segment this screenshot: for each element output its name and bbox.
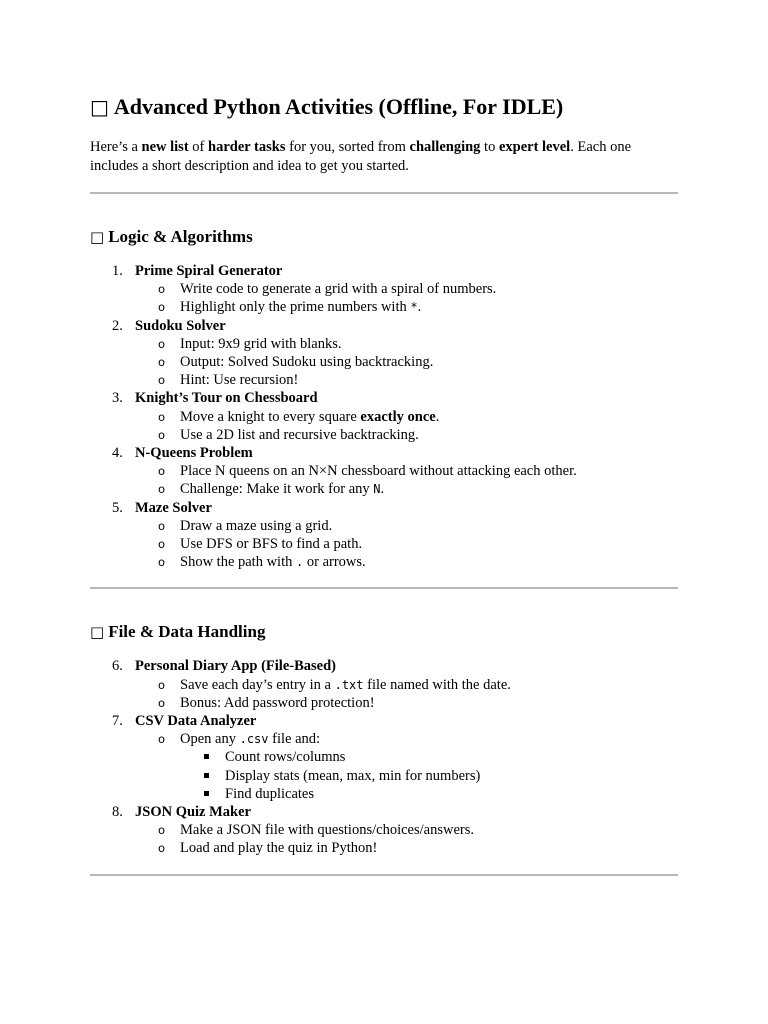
list-item: o Use DFS or BFS to find a path. <box>158 536 363 553</box>
list-item: Display stats (mean, max, min for numbers) <box>180 767 678 785</box>
section-heading: □ File & Data Handling <box>90 622 266 642</box>
list-item: o Output: Solved Sudoku using backtracking. <box>158 354 434 371</box>
task-title: Personal Diary App (File-Based) <box>135 658 336 675</box>
square-bullet-icon <box>204 773 209 778</box>
task-list <box>90 262 678 571</box>
list-item: o Hint: Use recursion! <box>158 372 299 389</box>
hollow-bullet-icon: o <box>158 677 166 692</box>
task-title: Prime Spiral Generator <box>135 263 283 279</box>
hollow-bullet-icon: o <box>158 555 166 570</box>
hollow-bullet-icon: o <box>158 695 166 710</box>
list-item: o Bonus: Add password protection! <box>158 694 375 711</box>
list-item: o Place N queens on an N×N chessboard without attacking each other. <box>158 463 577 480</box>
list-item: o Input: 9x9 grid with blanks. <box>158 335 342 352</box>
hollow-bullet-icon: o <box>158 300 166 315</box>
hollow-bullet-icon: o <box>158 373 166 388</box>
hollow-bullet-icon: o <box>158 464 166 479</box>
hollow-bullet-icon: o <box>158 282 166 297</box>
divider <box>90 192 678 194</box>
task-item: 8. JSON Quiz Maker o Make a JSON file with questions/choices/answers. o Load and play the quiz in Python! <box>90 803 678 858</box>
missing-glyph-icon: □ <box>90 623 105 642</box>
list-item: o Open any .csv file and: Count rows/columns Display stats (mean, max, min for numbers) Find duplicates <box>135 730 678 803</box>
list-item: o Challenge: Make it work for any N. <box>158 481 385 498</box>
hollow-bullet-icon: o <box>158 841 166 856</box>
task-item: 2. Sudoku Solver o Input: 9x9 grid with blanks. o Output: Solved Sudoku using backtracking. o Hint: Use recursion! <box>90 317 678 390</box>
divider <box>90 587 678 589</box>
list-item: o Save each day’s entry in a .txt file named with the date. <box>158 676 511 693</box>
hollow-bullet-icon: o <box>158 518 166 533</box>
list-item: o Make a JSON file with questions/choices/answers. <box>158 822 474 839</box>
list-item: o Move a knight to every square exactly once. <box>158 408 440 425</box>
task-item: 1. Prime Spiral Generator o Write code to generate a grid with a spiral of numbers. o Highlight only the prime numbers with *. <box>90 262 678 317</box>
hollow-bullet-icon: o <box>158 732 166 747</box>
task-title: CSV Data Analyzer <box>135 713 257 730</box>
hollow-bullet-icon: o <box>158 355 166 370</box>
list-item: o Highlight only the prime numbers with *. <box>158 299 422 316</box>
list-item: o Show the path with . or arrows. <box>158 554 366 571</box>
hollow-bullet-icon: o <box>158 482 166 497</box>
missing-glyph-icon: □ <box>90 228 105 246</box>
list-item: o Load and play the quiz in Python! <box>158 840 378 857</box>
list-item: o Write code to generate a grid with a spiral of numbers. <box>158 281 497 298</box>
task-item: 5. Maze Solver o Draw a maze using a grid. o Use DFS or BFS to find a path. o Show the path with . or arrows. <box>90 499 678 572</box>
task-title: Sudoku Solver <box>135 317 226 334</box>
task-title: N-Queens Problem <box>135 445 253 462</box>
task-title: Knight’s Tour on Chessboard <box>135 390 318 407</box>
hollow-bullet-icon: o <box>158 336 166 351</box>
list-item: Count rows/columns <box>180 748 678 766</box>
task-list <box>90 657 678 857</box>
list-item: Find duplicates <box>180 785 678 803</box>
intro-paragraph: Here’s a new list of harder tasks for you, sorted from challenging to expert level. Each one includes a short description and idea to get you started. <box>90 139 632 174</box>
square-bullet-icon <box>204 791 209 796</box>
divider <box>90 874 678 876</box>
task-title: Maze Solver <box>135 499 212 516</box>
square-bullet-icon <box>204 754 209 759</box>
task-item: 7. CSV Data Analyzer o Open any .csv file and: Count rows/columns Display stats (mean, max, min for numbers) Find duplicates <box>90 712 678 803</box>
page-title: □ Advanced Python Activities (Offline, For IDLE) <box>90 92 678 122</box>
section-heading: □ Logic & Algorithms <box>90 227 253 246</box>
task-title: JSON Quiz Maker <box>135 804 251 821</box>
hollow-bullet-icon: o <box>158 537 166 552</box>
task-item: 4. N-Queens Problem o Place N queens on an N×N chessboard without attacking each other. o Challenge: Make it work for any N. <box>90 444 678 499</box>
task-item: 6. Personal Diary App (File-Based) o Save each day’s entry in a .txt file named with the date. o Bonus: Add password protection! <box>90 657 678 712</box>
list-item: o Draw a maze using a grid. <box>158 517 333 534</box>
hollow-bullet-icon: o <box>158 427 166 442</box>
task-item: 3. Knight’s Tour on Chessboard o Move a knight to every square exactly once. o Use a 2D list and recursive backtracking. <box>90 389 678 444</box>
missing-glyph-icon: □ <box>90 95 109 119</box>
list-item: o Use a 2D list and recursive backtracking. <box>158 426 419 443</box>
hollow-bullet-icon: o <box>158 409 166 424</box>
hollow-bullet-icon: o <box>158 823 166 838</box>
